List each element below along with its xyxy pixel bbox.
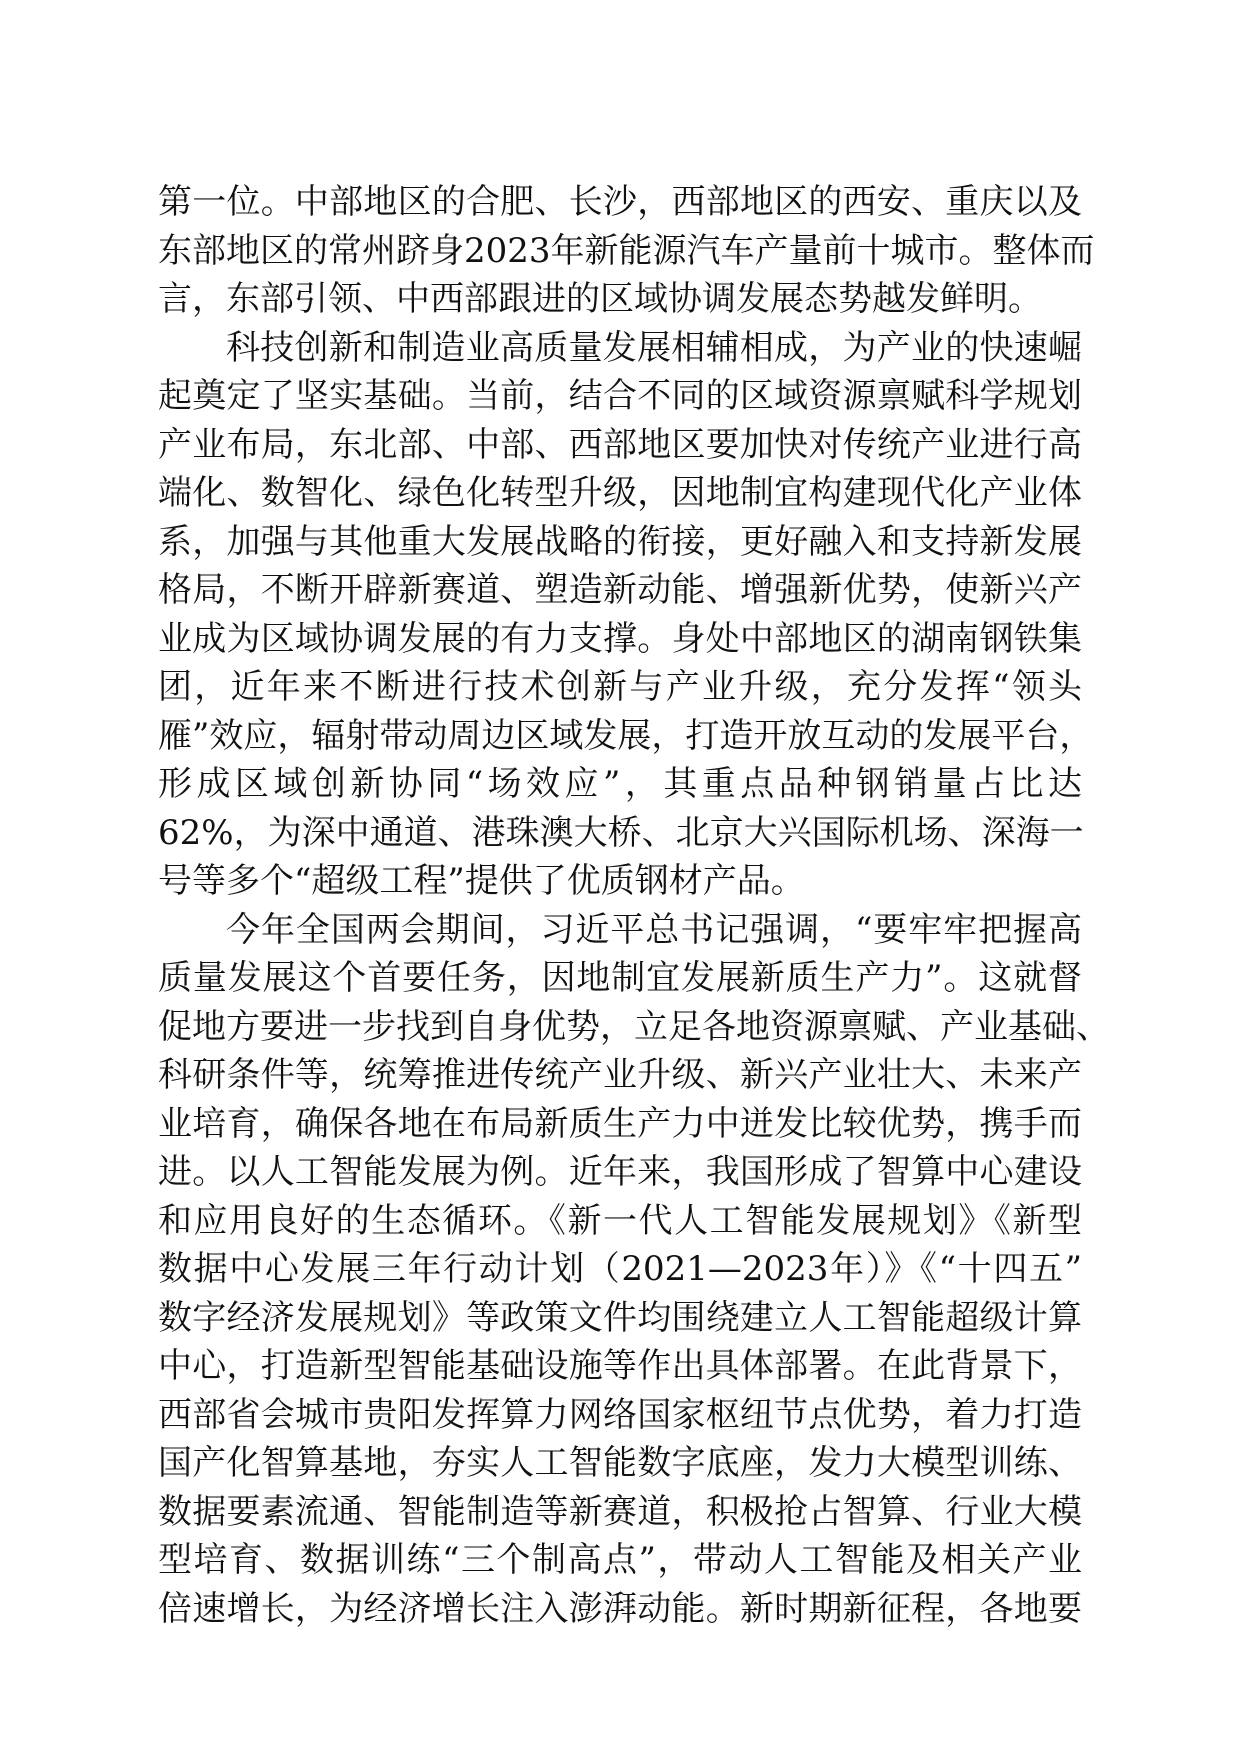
text-line: 倍速增长，为经济增长注入澎湃动能。新时期新征程，各地要 [158, 1588, 1082, 1629]
text-line: 促地方要进一步找到自身优势，立足各地资源禀赋、产业基础、 [158, 1006, 1110, 1047]
text-line: 今年全国两会期间，习近平总书记强调，“要牢牢把握高 [226, 909, 1082, 950]
text-line: 产业布局，东北部、中部、西部地区要加快对传统产业进行高 [158, 424, 1082, 465]
text-line: 数字经济发展规划》等政策文件均围绕建立人工智能超级计算 [158, 1297, 1082, 1338]
text-line: 科研条件等，统筹推进传统产业升级、新兴产业壮大、未来产 [158, 1055, 1082, 1095]
text-line: 型培育、数据训练“三个制高点”，带动人工智能及相关产业 [158, 1540, 1082, 1580]
text-line: 西部省会城市贵阳发挥算力网络国家枢纽节点优势，着力打造 [158, 1394, 1082, 1435]
body-text [158, 178, 1110, 1633]
text-line: 格局，不断开辟新赛道、塑造新动能、增强新优势，使新兴产 [158, 570, 1082, 610]
text-line: 中心，打造新型智能基础设施等作出具体部署。在此背景下， [158, 1346, 1082, 1386]
text-line: 第一位。中部地区的合肥、长沙，西部地区的西安、重庆以及 [158, 182, 1082, 222]
text-line: 号等多个“超级工程”提供了优质钢材产品。 [158, 861, 805, 901]
text-line: 业培育，确保各地在布局新质生产力中迸发比较优势，携手而 [158, 1103, 1082, 1144]
text-line: 数据中心发展三年行动计划（2021—2023年）》《“十四五” [158, 1249, 1082, 1289]
text-line: 和应用良好的生态循环。《新一代人工智能发展规划》《新型 [158, 1200, 1082, 1241]
text-line: 国产化智算基地，夯实人工智能数字底座，发力大模型训练、 [158, 1443, 1082, 1483]
text-line: 东部地区的常州跻身2023年新能源汽车产量前十城市。整体而 [158, 230, 1095, 271]
text-line: 团，近年来不断进行技术创新与产业升级，充分发挥“领头 [158, 667, 1082, 707]
text-line: 端化、数智化、绿色化转型升级，因地制宜构建现代化产业体 [158, 473, 1082, 513]
paragraph [158, 178, 1095, 324]
text-line: 质量发展这个首要任务，因地制宜发展新质生产力”。这就督 [158, 958, 1082, 998]
text-line: 系，加强与其他重大发展战略的衔接，更好融入和支持新发展 [158, 521, 1082, 562]
text-line: 进。以人工智能发展为例。近年来，我国形成了智算中心建设 [158, 1152, 1082, 1192]
text-line: 数据要素流通、智能制造等新赛道，积极抢占智算、行业大模 [158, 1491, 1082, 1532]
paragraph [158, 324, 1094, 906]
text-line: 起奠定了坚实基础。当前，结合不同的区域资源禀赋科学规划 [158, 376, 1082, 416]
text-line: 形成区域创新协同“场效应”，其重点品种钢销量占比达 [158, 764, 1082, 804]
text-line: 62%，为深中通道、港珠澳大桥、北京大兴国际机场、深海一 [158, 812, 1084, 853]
text-line: 业成为区域协调发展的有力支撑。身处中部地区的湖南钢铁集 [158, 618, 1082, 659]
paragraph [158, 906, 1110, 1634]
text-line: 科技创新和制造业高质量发展相辅相成，为产业的快速崛 [226, 327, 1082, 368]
text-line: 言，东部引领、中西部跟进的区域协调发展态势越发鲜明。 [158, 279, 1042, 319]
text-line: 雁”效应，辐射带动周边区域发展，打造开放互动的发展平台， [158, 715, 1094, 756]
